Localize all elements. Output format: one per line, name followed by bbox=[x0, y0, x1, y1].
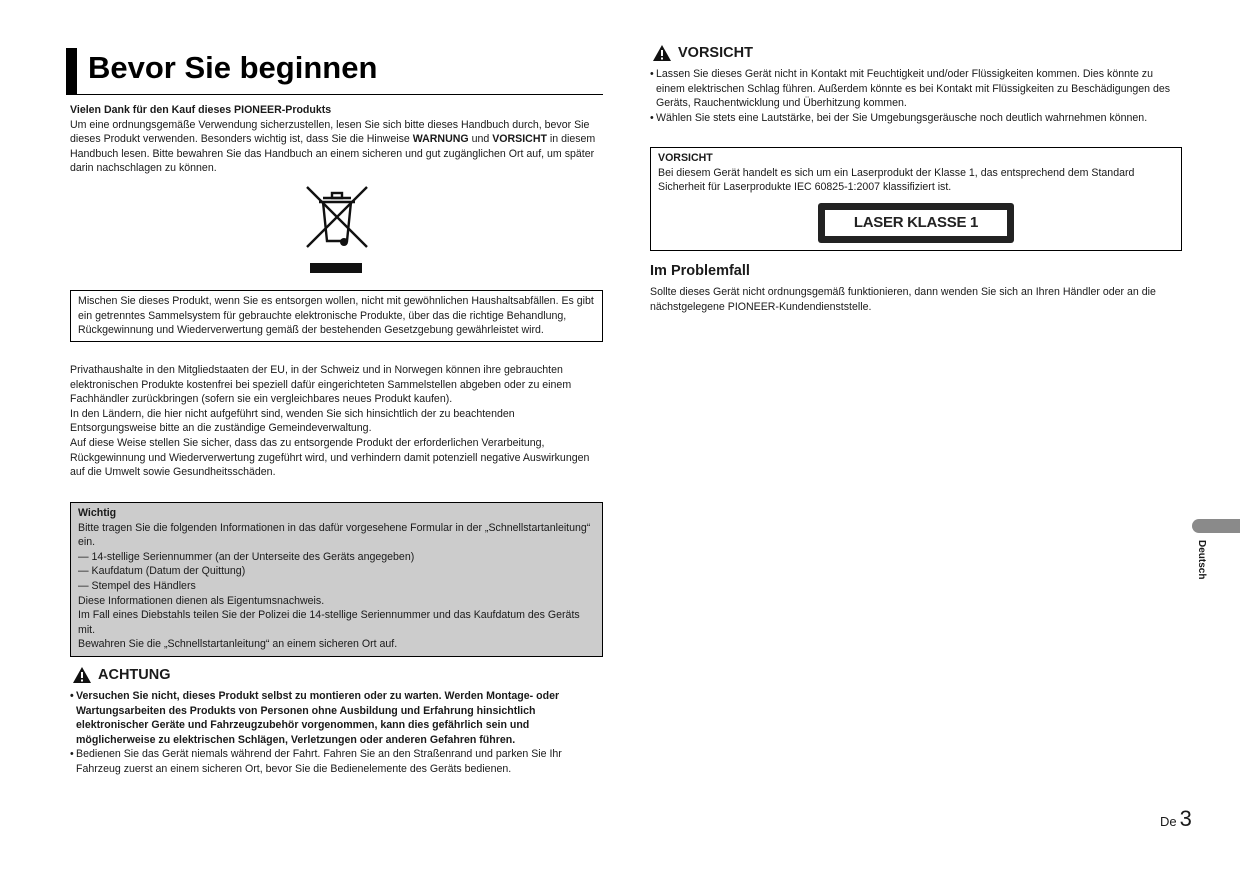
vorsicht-heading bbox=[652, 43, 753, 63]
wichtig-line: — 14-stellige Seriennummer (an der Unterseite des Geräts angegeben) bbox=[78, 550, 415, 563]
intro-text-2: in diesem Handbuch lesen. Bitte bewahren Sie das Handbuch an einem sicheren und gut zugänglichen Ort auf, um später darin nachschlagen zu können. bbox=[70, 133, 596, 175]
achtung-list bbox=[70, 689, 600, 777]
weee-symbol bbox=[305, 185, 369, 275]
wichtig-line: — Kaufdatum (Datum der Quittung) bbox=[78, 565, 246, 578]
title-accent-bar bbox=[66, 48, 77, 94]
vorsicht-item: • Lassen Sie dieses Gerät nicht in Kontakt mit Feuchtigkeit und/oder Flüssigkeiten kommen. Dies könnte zu einem elektrischen Schlag führen. Außerdem könnte es bei Kontakt mit Flüssigkeiten zu Beschädigungen des Geräts, Rauchentwicklung und Überhitzung kommen. bbox=[650, 67, 1180, 111]
language-tab-label bbox=[1188, 540, 1228, 586]
crossed-bin-icon bbox=[305, 185, 369, 275]
problem-heading: Im Problemfall bbox=[650, 263, 750, 279]
achtung-item: • Versuchen Sie nicht, dieses Produkt selbst zu montieren oder zu warten. Werden Montage- oder Wartungsarbeiten des Produkts von Personen ohne Ausbildung und Erfahrung hinsichtlich elektronischer Geräte und Fahrzeugzubehör vorgenommen, kann dies gefährlich sein und möglicherweise zu elektrischen Schlägen, Verletzungen oder anderen Gefahren führen. bbox=[70, 689, 600, 747]
wichtig-line: Bitte tragen Sie die folgenden Informationen in das dafür vorgesehene Formular in der „Schnellstartanleitung“ ein. bbox=[78, 521, 591, 549]
page-number bbox=[1160, 806, 1192, 831]
language-tab-text: Deutsch bbox=[1196, 540, 1207, 580]
achtung-item: • Bedienen Sie das Gerät niemals während der Fahrt. Fahren Sie an den Straßenrand und parken Sie Ihr Fahrzeug zuerst an einem sicheren Ort, bevor Sie die Bedienelemente des Geräts bedienen. bbox=[70, 747, 600, 776]
wichtig-line: Im Fall eines Diebstahls teilen Sie der Polizei die 14-stellige Seriennummer und das Kaufdatum des Geräts mit. bbox=[78, 609, 580, 636]
laser-box-text: Bei diesem Gerät handelt es sich um ein Laserprodukt der Klasse 1, das entsprechend dem Standard Sicherheit für Laserprodukte IEC 60825-1:2007 klassifiziert ist. bbox=[658, 166, 1135, 194]
language-tab-marker bbox=[1192, 519, 1240, 533]
disposal-box bbox=[70, 290, 603, 342]
wichtig-heading: Wichtig bbox=[78, 507, 117, 519]
intro-section bbox=[70, 103, 600, 176]
intro-paragraph bbox=[70, 118, 600, 176]
households-paragraph-2: In den Ländern, die hier nicht aufgeführt sind, wenden Sie sich hinsichtlich der zu beachtenden Entsorgungsweise bitte an die zuständige Gemeindeverwaltung. bbox=[70, 407, 515, 435]
achtung-heading bbox=[72, 665, 171, 685]
intro-und: und bbox=[468, 133, 493, 146]
title-underline bbox=[66, 94, 603, 95]
intro-text-1: Um eine ordnungsgemäße Verwendung sicherzustellen, lesen Sie sich bitte dieses Handbuch durch, bevor Sie dieses Produkt verwenden. Besonders wichtig ist, dass Sie die Hinweise bbox=[70, 118, 590, 146]
households-paragraph-3: Auf diese Weise stellen Sie sicher, dass das zu entsorgende Produkt der erforderlichen Verarbeitung, Rückgewinnung und Wiederverwertung zugeführt wird, und verhindern damit potenziell negative Auswirkungen auf die Umwelt sowie Gesundheitsschäden. bbox=[70, 436, 590, 479]
problem-text: Sollte dieses Gerät nicht ordnungsgemäß funktionieren, dann wenden Sie sich an Ihren Händler oder an die nächstgelegene PIONEER-Kundendienststelle. bbox=[650, 286, 1156, 313]
vorsicht-list bbox=[650, 67, 1180, 125]
households-paragraph-1: Privathaushalte in den Mitgliedstaaten der EU, in der Schweiz und in Norwegen können ihre gebrauchten elektronischen Produkte kostenfrei bei speziell dafür eingerichteten Sammelstellen abgeben oder zu einem Fachhändler zurückbringen (sofern sie ein vergleichbares neues Produkt kaufen). bbox=[70, 364, 572, 406]
wichtig-box bbox=[70, 502, 603, 657]
wichtig-line: Bewahren Sie die „Schnellstartanleitung“ an einem sicheren Ort auf. bbox=[78, 638, 398, 651]
warning-triangle-icon bbox=[72, 666, 92, 684]
page-number-value: 3 bbox=[1179, 806, 1192, 831]
page-lang: De bbox=[1160, 814, 1177, 829]
wichtig-line: — Stempel des Händlers bbox=[78, 579, 196, 592]
vorsicht-heading-text: VORSICHT bbox=[678, 45, 753, 61]
disposal-text: Mischen Sie dieses Produkt, wenn Sie es entsorgen wollen, nicht mit gewöhnlichen Haushaltsabfällen. Es gibt ein getrenntes Sammelsystem für gebrauchte elektronische Produkte, über das die richtige Behandlung, Rückgewinnung und Wiederverwertung gemäß der bestehenden Gesetzgebung gewährleistet wird. bbox=[78, 295, 594, 337]
warning-triangle-icon bbox=[652, 44, 672, 62]
private-households-section bbox=[70, 363, 600, 480]
intro-vorsicht: VORSICHT bbox=[492, 133, 547, 146]
thanks-heading: Vielen Dank für den Kauf dieses PIONEER-Produkts bbox=[70, 104, 332, 116]
wichtig-line: Diese Informationen dienen als Eigentumsnachweis. bbox=[78, 594, 325, 607]
intro-warnung: WARNUNG bbox=[412, 133, 469, 146]
page-title: Bevor Sie beginnen bbox=[88, 50, 378, 85]
achtung-heading-text: ACHTUNG bbox=[98, 667, 171, 683]
laser-box-heading: VORSICHT bbox=[658, 152, 713, 164]
vorsicht-item: • Wählen Sie stets eine Lautstärke, bei der Sie Umgebungsgeräusche noch deutlich wahrnehmen können. bbox=[650, 111, 1180, 126]
laser-class-label bbox=[818, 203, 1014, 243]
laser-class-label-text: LASER KLASSE 1 bbox=[825, 210, 1007, 236]
